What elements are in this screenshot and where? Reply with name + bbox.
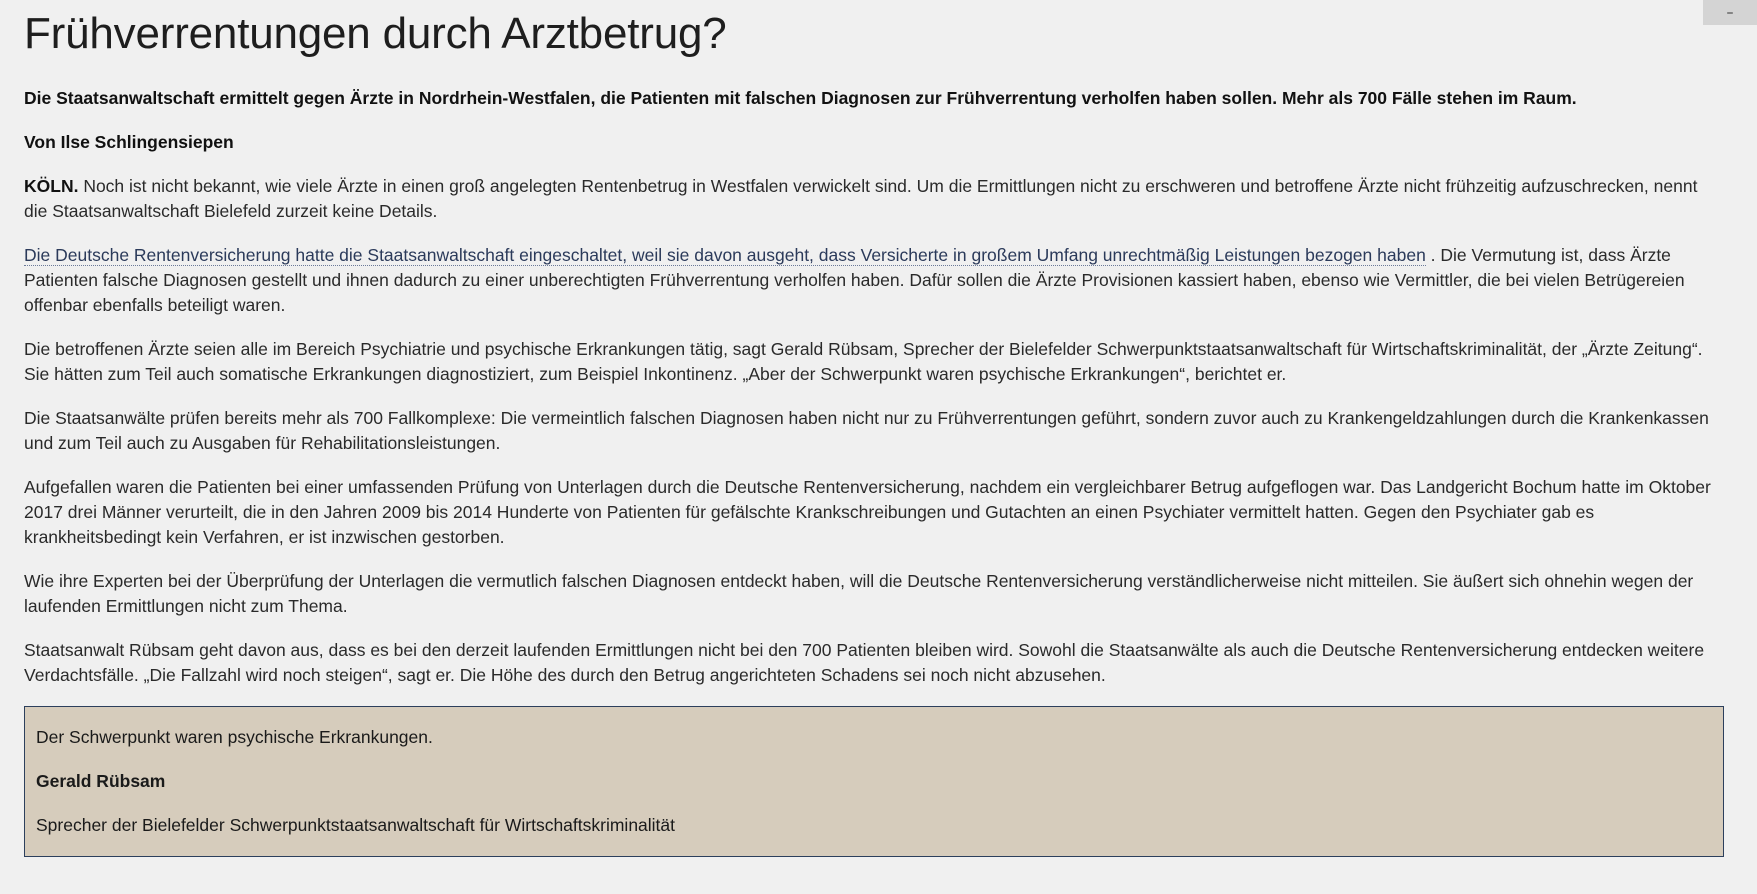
- article-title: Frühverrentungen durch Arztbetrug?: [24, 9, 727, 58]
- article-lead: Die Staatsanwaltschaft ermittelt gegen Ärzte in Nordrhein-Westfalen, die Patienten mit falschen Diagnosen zur Frühverrentung verholfen haben sollen. Mehr als 700 Fälle stehen im Raum.: [24, 88, 1577, 108]
- article-paragraph: Staatsanwalt Rübsam geht davon aus, dass es bei den derzeit laufenden Ermittlungen nicht bei den 700 Patienten bleiben wird. Sowohl die Staatsanwälte als auch die Deutsche Rentenversicherung entdecken weitere Verdachtsfälle. „Die Fallzahl wird noch steigen“, sagt er. Die Höhe des durch den Betrug angerichteten Schadens sei noch nicht abzusehen.: [24, 640, 1705, 685]
- paragraph-text: . Die Vermutung ist, dass Ärzte Patienten falsche Diagnosen gestellt und ihnen dadurch zu einer unberechtigten Frühverrentung verholfen haben. Dafür sollen die Ärzte Provisionen kassiert haben, ebenso wie Vermittler, die bei vielen Betrügereien offenbar ebenfalls beteiligt waren.: [24, 245, 1685, 315]
- article-paragraph: Die Staatsanwälte prüfen bereits mehr als 700 Fallkomplexe: Die vermeintlich falschen Diagnosen haben nicht nur zu Frühverrentungen geführt, sondern zuvor auch zu Krankengeldzahlungen durch die Krankenkassen und zum Teil auch zu Ausgaben für Rehabilitationsleistungen.: [24, 408, 1709, 453]
- article: [24, 0, 1724, 857]
- article-paragraph: [24, 174, 1724, 224]
- reference-link[interactable]: Die Deutsche Rentenversicherung hatte die Staatsanwaltschaft eingeschaltet, weil sie davon ausgeht, dass Versicherte in großem Umfang unrechtmäßig Leistungen bezogen haben: [24, 245, 1426, 265]
- article-dateline: KÖLN.: [24, 176, 79, 196]
- quote-text: Der Schwerpunkt waren psychische Erkrankungen.: [36, 727, 433, 747]
- article-paragraph: Die betroffenen Ärzte seien alle im Bereich Psychiatrie und psychische Erkrankungen tätig, sagt Gerald Rübsam, Sprecher der Bielefelder Schwerpunktstaatsanwaltschaft für Wirtschaftskriminalität, der „Ärzte Zeitung“. Sie hätten zum Teil auch somatische Erkrankungen diagnostiziert, zum Beispiel Inkontinenz. „Aber der Schwerpunkt waren psychische Erkrankungen“, berichtet er.: [24, 339, 1703, 384]
- quote-author-role: Sprecher der Bielefelder Schwerpunktstaatsanwaltschaft für Wirtschaftskriminalität: [36, 815, 676, 835]
- minimize-button[interactable]: –: [1703, 0, 1757, 25]
- article-paragraph: Wie ihre Experten bei der Überprüfung der Unterlagen die vermutlich falschen Diagnosen entdeckt haben, will die Deutsche Rentenversicherung verständlicherweise nicht mitteilen. Sie äußert sich ohnehin wegen der laufenden Ermittlungen nicht zum Thema.: [24, 571, 1694, 616]
- pull-quote-box: [24, 706, 1724, 857]
- article-paragraph: [24, 243, 1724, 318]
- paragraph-text: Noch ist nicht bekannt, wie viele Ärzte in einen groß angelegten Rentenbetrug in Westfalen verwickelt sind. Um die Ermittlungen nicht zu erschweren und betroffene Ärzte nicht frühzeitig aufzuschrecken, nennt die Staatsanwaltschaft Bielefeld zurzeit keine Details.: [24, 176, 1698, 221]
- article-paragraph: Aufgefallen waren die Patienten bei einer umfassenden Prüfung von Unterlagen durch die Deutsche Rentenversicherung, nachdem ein vergleichbarer Betrug aufgeflogen war. Das Landgericht Bochum hatte im Oktober 2017 drei Männer verurteilt, die in den Jahren 2009 bis 2014 Hunderte von Patienten für gefälschte Krankschreibungen und Gutachten an einen Psychiater vermittelt hatten. Gegen den Psychiater gab es krankheitsbedingt kein Verfahren, er ist inzwischen gestorben.: [24, 477, 1711, 547]
- article-author: Von Ilse Schlingensiepen: [24, 132, 234, 152]
- quote-author-name: Gerald Rübsam: [36, 771, 166, 791]
